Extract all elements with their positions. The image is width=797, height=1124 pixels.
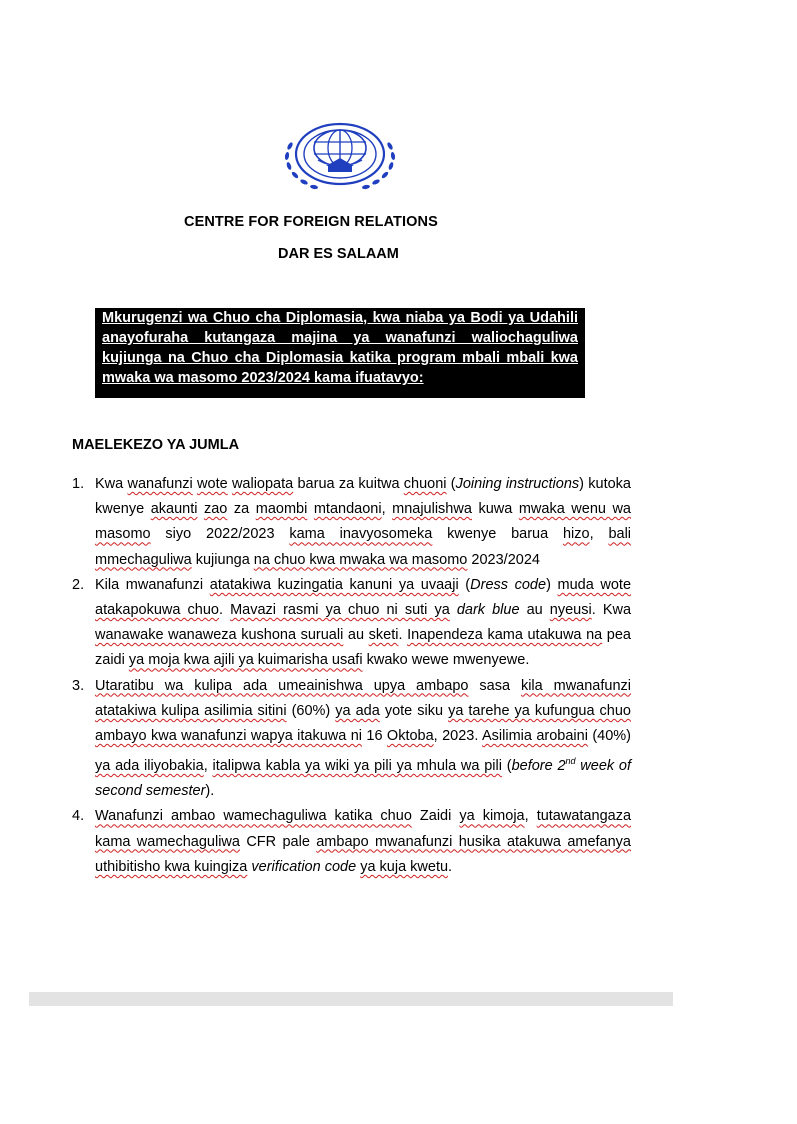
item2-text: Kila mwanafunzi atatakiwa kuzingatia kanuni ya uvaaji (Dress code) muda wote atakapokuwa chuo. Mavazi rasmi ya chuo ni suti ya dark blue au nyeusi. Kwa wanawake wanaweza kushona suruali au sketi. Inapendeza kama utakuwa na pea zaidi ya moja kwa ajili ya kuimarisha usafi kwako wewe mwenyewe. <box>95 576 632 669</box>
list-item <box>72 472 631 573</box>
list-item <box>72 804 631 880</box>
list-number: 1. <box>72 476 85 492</box>
announcement-text: Mkurugenzi wa Chuo cha Diplomasia, kwa niaba ya Bodi ya Udahili anayofuraha kutangaza majina ya wanafunzi waliochaguliwa kujiunga na Chuo cha Diplomasia katika program mbali mbali kwa mwaka wa masomo 2023/2024 kama ifuatavyo: <box>102 310 578 386</box>
footer-bar <box>29 992 673 1006</box>
item1-text: Kwa wanafunzi wote waliopata barua za kuitwa chuoni (Joining instructions) kutoka kwenye akaunti zao za maombi mtandaoni, mnajulishwa kuwa mwaka wenu wa masomo siyo 2022/2023 kama inavyosomeka kwenye barua hizo, bali mmechaguliwa kujiunga na chuo kwa mwaka wa masomo 2023/2024 <box>95 476 632 568</box>
list-number: 4. <box>72 808 85 825</box>
item4-text: Wanafunzi ambao wamechaguliwa katika chuo Zaidi ya kimoja, tutawatangaza kama wamechaguliwa CFR pale ambapo mwanafunzi husika atakuwa amefanya uthibitisho kwa kuingiza verification code ya kuja kwetu. <box>95 808 632 875</box>
list-number: 3. <box>72 677 85 694</box>
list-item <box>72 674 631 805</box>
list-number: 2. <box>72 576 85 593</box>
institution-name: CENTRE FOR FOREIGN RELATIONS <box>184 214 438 230</box>
instructions-list <box>72 472 631 880</box>
section-title: MAELEKEZO YA JUMLA <box>72 437 240 453</box>
institution-logo-icon <box>276 116 404 194</box>
institution-city: DAR ES SALAAM <box>278 246 399 262</box>
announcement-box <box>95 308 585 398</box>
list-item <box>72 573 631 674</box>
item3-text: Utaratibu wa kulipa ada umeainishwa upya ambapo sasa kila mwanafunzi atatakiwa kulipa asilimia sitini (60%) ya ada yote siku ya tarehe ya kufungua chuo ambayo kwa wanafunzi wapya itakuwa ni 16 Oktoba, 2023. Asilimia arobaini (40%) ya ada iliyobakia, italipwa kabla ya wiki ya pili ya mhula wa pili (before 2nd week of second semester). <box>95 677 632 800</box>
